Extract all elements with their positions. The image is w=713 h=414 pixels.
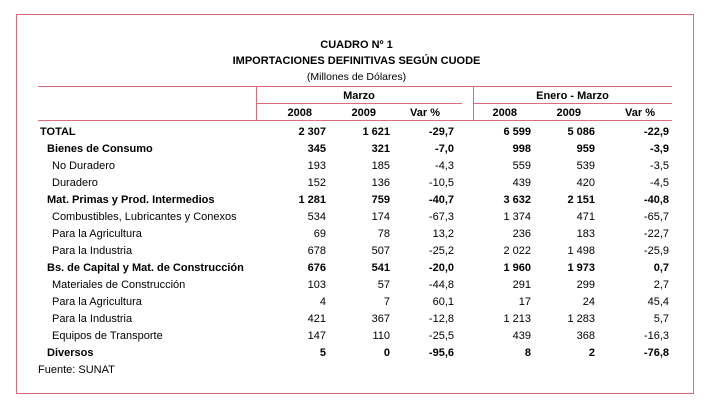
imports-table bbox=[38, 123, 669, 361]
table-cell: 183 bbox=[576, 227, 595, 240]
table-cell: 0 bbox=[383, 346, 390, 359]
table-row bbox=[38, 140, 669, 157]
table-cell: 1 283 bbox=[567, 312, 595, 325]
group-header-marzo: Marzo bbox=[343, 90, 375, 102]
table-cell: 185 bbox=[371, 159, 390, 172]
table-cell: -25,9 bbox=[643, 244, 669, 257]
table-cell: 5 086 bbox=[567, 125, 595, 138]
source-note: Fuente: SUNAT bbox=[38, 364, 115, 376]
table-cell: -40,7 bbox=[428, 193, 454, 206]
table-cell: 110 bbox=[372, 329, 390, 342]
table-cell: 676 bbox=[307, 261, 326, 274]
table-row bbox=[38, 293, 669, 310]
table-cell: 1 498 bbox=[567, 244, 595, 257]
table-cell: 439 bbox=[512, 329, 531, 342]
table-row bbox=[38, 208, 669, 225]
units-note: (Millones de Dólares) bbox=[306, 71, 407, 83]
table-cell: 534 bbox=[307, 210, 326, 223]
table-cell: -95,6 bbox=[428, 346, 454, 359]
table-body bbox=[38, 123, 669, 361]
table-cell: 147 bbox=[307, 329, 326, 342]
table-cell: 367 bbox=[371, 312, 390, 325]
table-cell: 60,1 bbox=[432, 295, 454, 308]
table-cell: 507 bbox=[371, 244, 390, 257]
table-cell: 2 307 bbox=[298, 125, 326, 138]
table-cell: -40,8 bbox=[643, 193, 669, 206]
table-cell: 7 bbox=[383, 295, 390, 308]
header-bottom-rule bbox=[38, 120, 672, 121]
table-row bbox=[38, 123, 669, 140]
table-cell: 136 bbox=[371, 176, 390, 189]
table-cell: -22,9 bbox=[643, 125, 669, 138]
table-cell: -16,3 bbox=[643, 329, 669, 342]
table-cell: 2,7 bbox=[653, 278, 669, 291]
table-cell: 24 bbox=[582, 295, 595, 308]
table-cell: 541 bbox=[371, 261, 390, 274]
table-cell: 1 621 bbox=[362, 125, 390, 138]
table-cell: 57 bbox=[377, 278, 390, 291]
table-cell: -22,7 bbox=[643, 227, 669, 240]
row-label: Para la Industria bbox=[52, 244, 133, 257]
table-row bbox=[38, 310, 669, 327]
table-row bbox=[38, 174, 669, 191]
row-label: Materiales de Construcción bbox=[52, 278, 186, 291]
table-row bbox=[38, 225, 669, 242]
table-cell: -10,5 bbox=[428, 176, 454, 189]
table-cell: 1 973 bbox=[567, 261, 595, 274]
col-header-marzo-2009: 2009 bbox=[351, 107, 376, 119]
row-label: Equipos de Transporte bbox=[52, 329, 163, 342]
table-cell: 291 bbox=[512, 278, 531, 291]
header-top-rule bbox=[38, 86, 672, 87]
table-cell: 103 bbox=[307, 278, 326, 291]
table-cell: 236 bbox=[512, 227, 531, 240]
table-row bbox=[38, 191, 669, 208]
table-cell: 759 bbox=[371, 193, 390, 206]
table-cell: -44,8 bbox=[428, 278, 454, 291]
row-label: Duradero bbox=[52, 176, 98, 189]
table-row bbox=[38, 157, 669, 174]
table-subtitle: IMPORTACIONES DEFINITIVAS SEGÚN CUODE bbox=[232, 55, 481, 67]
col-header-marzo-var: Var % bbox=[410, 107, 440, 119]
table-cell: 421 bbox=[307, 312, 326, 325]
table-cell: 5,7 bbox=[653, 312, 669, 325]
row-label: No Duradero bbox=[52, 159, 115, 172]
table-cell: 5 bbox=[319, 346, 326, 359]
col-header-em-2008: 2008 bbox=[492, 107, 517, 119]
table-cell: 0,7 bbox=[653, 261, 669, 274]
table-cell: 959 bbox=[576, 142, 595, 155]
col-header-em-2009: 2009 bbox=[556, 107, 581, 119]
table-cell: -4,5 bbox=[650, 176, 669, 189]
table-cell: -3,5 bbox=[650, 159, 669, 172]
table-cell: 299 bbox=[576, 278, 595, 291]
table-cell: -76,8 bbox=[643, 346, 669, 359]
table-cell: 3 632 bbox=[503, 193, 531, 206]
table-cell: 420 bbox=[576, 176, 595, 189]
table-cell: 4 bbox=[319, 295, 326, 308]
table-cell: -12,8 bbox=[428, 312, 454, 325]
table-cell: -67,3 bbox=[428, 210, 454, 223]
table-cell: 2 022 bbox=[503, 244, 531, 257]
table-row bbox=[38, 276, 669, 293]
row-label: Combustibles, Lubricantes y Conexos bbox=[52, 210, 237, 223]
table-cell: 539 bbox=[576, 159, 595, 172]
table-cell: 678 bbox=[307, 244, 326, 257]
table-cell: 1 281 bbox=[298, 193, 326, 206]
table-title: CUADRO Nº 1 bbox=[320, 39, 393, 51]
table-row bbox=[38, 242, 669, 259]
table-cell: 6 599 bbox=[503, 125, 531, 138]
table-cell: 193 bbox=[307, 159, 326, 172]
table-cell: 152 bbox=[307, 176, 326, 189]
table-row bbox=[38, 327, 669, 344]
row-label: Para la Agricultura bbox=[52, 227, 142, 240]
row-label: Diversos bbox=[47, 346, 94, 359]
table-row bbox=[38, 259, 669, 276]
table-cell: 368 bbox=[576, 329, 595, 342]
row-label: Bs. de Capital y Mat. de Construcción bbox=[47, 261, 244, 274]
table-cell: 174 bbox=[371, 210, 390, 223]
table-cell: -7,0 bbox=[435, 142, 454, 155]
table-cell: -4,3 bbox=[435, 159, 454, 172]
row-label: TOTAL bbox=[40, 125, 76, 138]
table-cell: 78 bbox=[377, 227, 390, 240]
table-cell: 8 bbox=[524, 346, 531, 359]
table-cell: 69 bbox=[313, 227, 326, 240]
table-cell: 1 213 bbox=[503, 312, 531, 325]
table-cell: 2 bbox=[588, 346, 595, 359]
table-cell: 439 bbox=[512, 176, 531, 189]
table-cell: -3,9 bbox=[650, 142, 669, 155]
table-cell: 1 374 bbox=[503, 210, 531, 223]
row-label: Mat. Primas y Prod. Intermedios bbox=[47, 193, 215, 206]
marzo-group-rule bbox=[256, 103, 462, 104]
table-cell: 345 bbox=[307, 142, 326, 155]
table-row bbox=[38, 344, 669, 361]
table-cell: 45,4 bbox=[647, 295, 669, 308]
table-cell: -65,7 bbox=[643, 210, 669, 223]
row-label: Bienes de Consumo bbox=[47, 142, 153, 155]
table-cell: -25,5 bbox=[428, 329, 454, 342]
row-label: Para la Industria bbox=[52, 312, 133, 325]
table-cell: 13,2 bbox=[432, 227, 454, 240]
table-cell: 559 bbox=[512, 159, 531, 172]
table-cell: 471 bbox=[576, 210, 595, 223]
table-cell: 2 151 bbox=[567, 193, 595, 206]
table-cell: -25,2 bbox=[428, 244, 454, 257]
group-header-enero-marzo: Enero - Marzo bbox=[536, 90, 609, 102]
table-cell: -20,0 bbox=[428, 261, 454, 274]
table-cell: -29,7 bbox=[428, 125, 454, 138]
enero-marzo-group-rule bbox=[473, 103, 672, 104]
table-cell: 998 bbox=[512, 142, 531, 155]
col-header-em-var: Var % bbox=[625, 107, 655, 119]
row-label: Para la Agricultura bbox=[52, 295, 142, 308]
col-header-marzo-2008: 2008 bbox=[287, 107, 312, 119]
table-cell: 321 bbox=[371, 142, 390, 155]
table-cell: 1 960 bbox=[503, 261, 531, 274]
table-cell: 17 bbox=[518, 295, 531, 308]
